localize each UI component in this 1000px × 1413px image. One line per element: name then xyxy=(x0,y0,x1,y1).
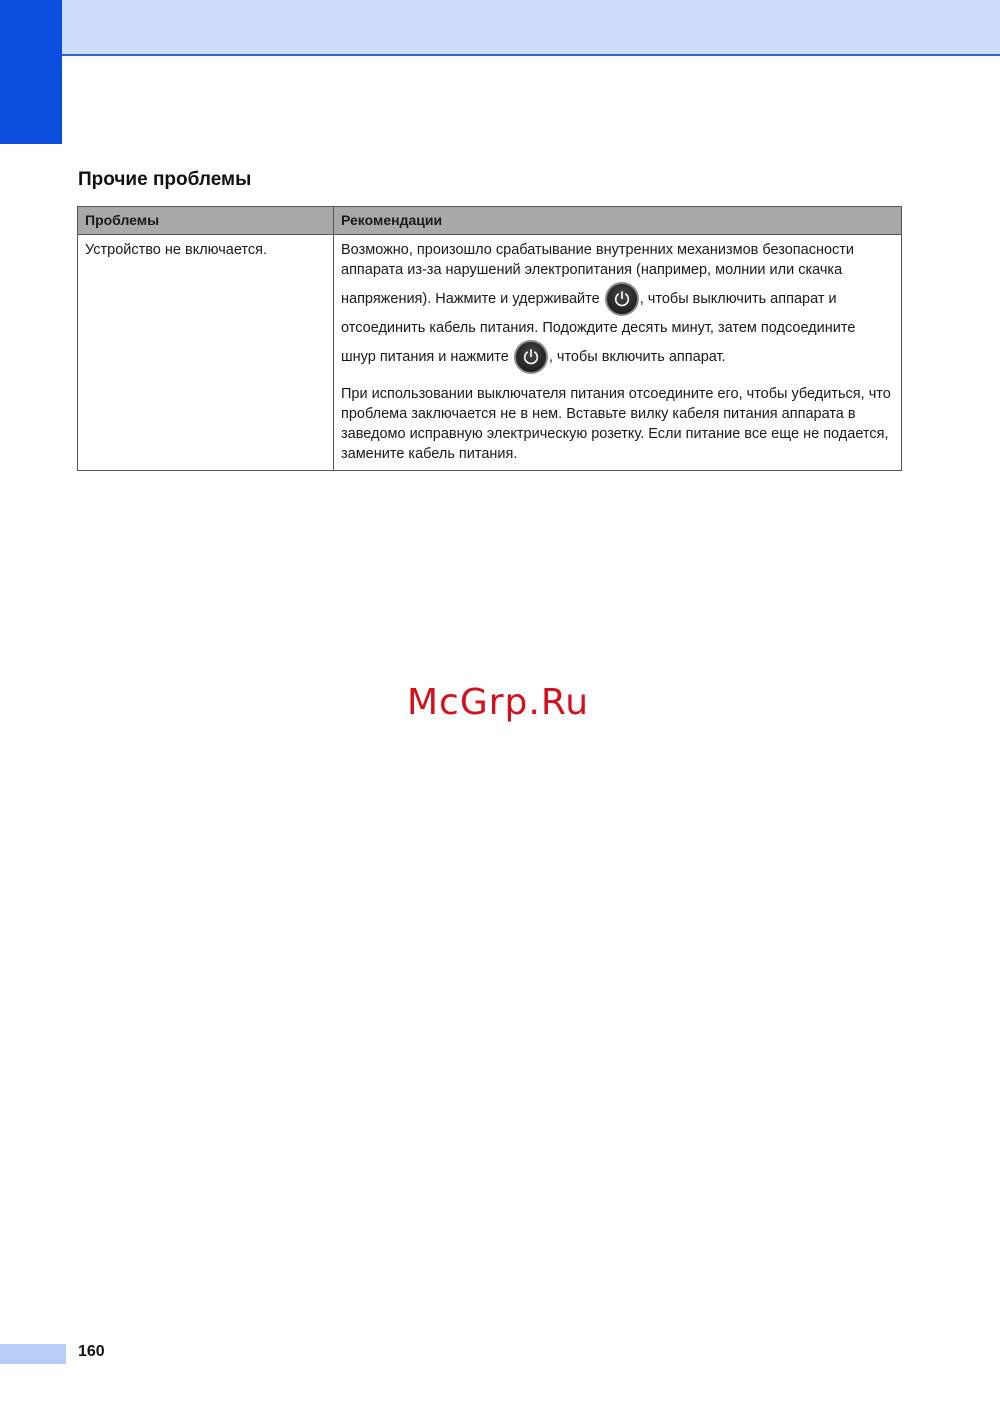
power-button-icon xyxy=(605,282,639,316)
recommendation-paragraph-2: При использовании выключателя питания отсоедините его, чтобы убедиться, что проблема заключается не в нем. Вставьте вилку кабеля питания аппарата в заведомо исправную электрическую розетку. Если питание все еще не подается, замените кабель питания. xyxy=(341,386,891,462)
rec-text-4b: , чтобы включить аппарат. xyxy=(548,349,726,365)
rec-text-3: отсоединить кабель питания. Подождите десять минут, затем подсоедините xyxy=(341,320,856,336)
rec-line-4 xyxy=(341,349,726,365)
section-title: Прочие проблемы xyxy=(78,169,252,190)
rec-text-2a: напряжения). Нажмите и удерживайте xyxy=(341,291,604,307)
rec-text-4a: шнур питания и нажмите xyxy=(341,349,513,365)
problem-cell: Устройство не включается. xyxy=(78,235,334,471)
footer-band xyxy=(0,1344,66,1364)
header-recommendations: Рекомендации xyxy=(334,207,902,235)
troubleshooting-table xyxy=(77,206,902,471)
recommendation-paragraph-1 xyxy=(341,240,894,376)
page-number: 160 xyxy=(78,1343,105,1360)
header-band xyxy=(62,0,1000,56)
power-button-icon xyxy=(514,340,548,374)
recommendation-cell xyxy=(334,235,902,471)
watermark: McGrp.Ru xyxy=(407,682,590,723)
table-row xyxy=(78,235,902,471)
rec-line-2 xyxy=(341,291,837,307)
rec-text-1: Возможно, произошло срабатывание внутренних механизмов безопасности аппарата из-за нарушений электропитания (например, молнии или скачка xyxy=(341,242,855,278)
table-header-row xyxy=(78,207,902,235)
header-problems: Проблемы xyxy=(78,207,334,235)
rec-text-2b: , чтобы выключить аппарат и xyxy=(639,291,837,307)
chapter-tab xyxy=(0,0,62,144)
